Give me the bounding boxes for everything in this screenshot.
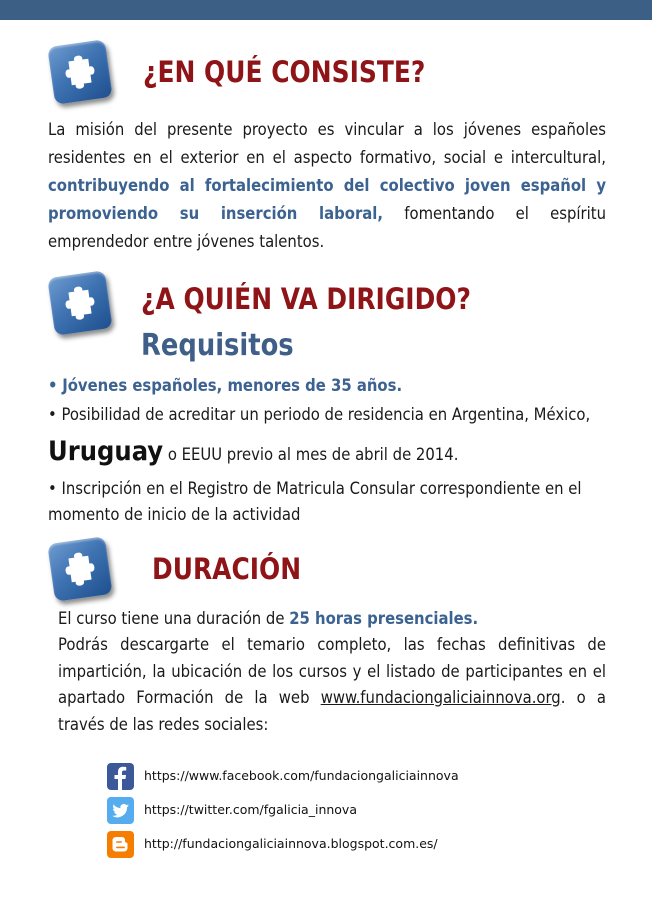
section-title-duracion: DURACIÓN	[152, 552, 302, 586]
header-bar	[0, 0, 652, 20]
requirement-2-cont	[48, 436, 458, 467]
requirement-1-bullet: •	[48, 376, 58, 395]
twitter-url: https://twitter.com/fgalicia_innova	[144, 802, 357, 817]
section-title-dirigido: ¿A QUIÉN VA DIRIGIDO?	[141, 282, 471, 316]
facebook-icon	[107, 763, 134, 790]
website-link[interactable]: www.fundaciongaliciainnova.org	[320, 688, 561, 707]
duration-paragraph-end: . o a través de las redes sociales:	[58, 688, 606, 734]
requirement-1	[48, 376, 402, 395]
section-subtitle-requisitos: Requisitos	[141, 328, 294, 363]
puzzle-icon	[47, 270, 113, 336]
puzzle-icon	[47, 536, 113, 602]
facebook-url: https://www.facebook.com/fundaciongaliciainnova	[144, 768, 459, 783]
requirement-3: • Inscripción en el Registro de Matricula Consular correspondiente en el	[48, 479, 582, 498]
duration-paragraph	[58, 632, 606, 738]
duration-text: El curso tiene una duración de	[58, 609, 285, 628]
section-paragraph-consiste	[48, 116, 606, 256]
blogger-url: http://fundaciongaliciainnova.blogspot.com.es/	[144, 836, 438, 851]
consiste-text-end: fomentando el espíritu emprendedor entre jóvenes talentos.	[48, 204, 606, 251]
section-title-consiste: ¿EN QUÉ CONSISTE?	[143, 55, 426, 89]
consiste-text-start: La misión del presente proyecto es vincular a los jóvenes españoles residentes en el exterior en el aspecto formativo, social e intercultural,	[48, 120, 606, 167]
requirement-1-text: Jóvenes españoles, menores de 35 años.	[62, 376, 403, 395]
duration-hours: 25 horas presenciales.	[289, 609, 479, 628]
requirement-3-cont: momento de inicio de la actividad	[48, 505, 301, 524]
puzzle-icon	[47, 39, 113, 105]
requirement-2: • Posibilidad de acreditar un periodo de residencia en Argentina, México,	[48, 405, 591, 424]
twitter-icon	[107, 797, 134, 824]
consiste-text-highlight: contribuyendo al fortalecimiento del colectivo joven español y promoviendo su inserción laboral,	[48, 176, 606, 223]
requirement-2-end: o EEUU previo al mes de abril de 2014.	[167, 445, 459, 464]
requirement-2-highlight: Uruguay	[48, 436, 164, 467]
blogger-icon	[107, 831, 134, 858]
duration-line	[58, 609, 478, 628]
duration-paragraph-text: Podrás descargarte el temario completo, las fechas definitivas de impartición, la ubicación de los cursos y el listado de participantes en el apartado Formación de la web	[58, 635, 606, 707]
